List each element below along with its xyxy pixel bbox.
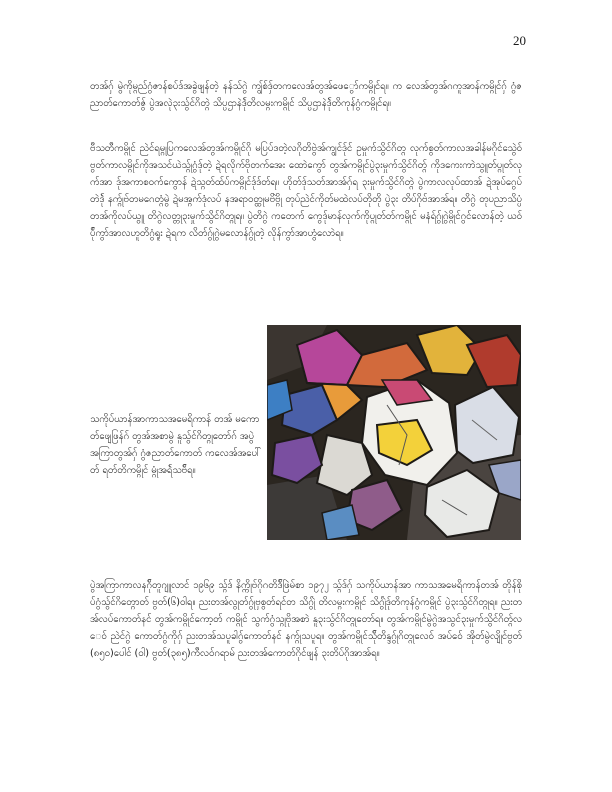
paragraph-2: ဗီသတီကမ္ဂိုင် ညဲင်ရမ္ဂုပြကလေအ်တွအ်ကမ္ဂိုင်ဂို မပြပ်ဒတဲ့လဂိုတိဗွဲအ်ကျွင်ဒ်ုင် ဥမှုက်သွိင်ဂိတ္ဂ လုက်စွတ်ကာလအခါန်မဂိုင်သွေဲဝ် ဗွတ်ကာလမ္ဂိုင်ကိုအသင်ယဲသ္ဂ်ုဂွံဒ်ုတဲ့ ဍဲရလိုက်ဗိုတက်အေး ထောဲကွော် တွအ်ကမ္ဂိုင်ပွဲ၃းမှုက်သွိင်ဂိတ္ဂ် ကိုဒကေးကာဲသွူတ်ပ္ဂုတ်လုက်အာ ဒ်ုအကာစဝက်ကွောန် ဍဲသ္ဂတ်ထ်ပ်ကမ္ဂိုင်ဒ်ုဒ်တ်ရ။ ဟိုတ်ဒ်ုသတ်အာအ်ဂှ်ရ ၃းမှုက်သွိင်ဂိတ္ဂဲ ပွဲကာလလုပ်ထာအ် ဍဲအုပ်ဂွေပ် တဲဒ်ုဲ နက္ဂ်ုဗ်တမဂေတ္ဂံမွဲ ဍဲမအ္ဂက်ဒုံလပ် နအရာဝတ္ထုမဗိဗ္ဂိုဲ တုပ်ညဲင်ကိုတ်မထဲလပ်တိုတို ပွဲ၃း တိပ်ဂိုဗ်အာအ်ရ။ တိဂွဲ တုပညာသိပ္ပံတအ်ကိုလပ်ယွူ တိဂွဲလတ္တု၃းမှုက်သွိင်ဂိတ္ဂုရ။ ပွဲတိဂွဲ ကဝောက် ကွေဒ်ုမာန်လုက်ကိုပ္ဂုတ်တ်ကမ္ဂိုင် မနံရ်ဂွ်ုဂွဲမ္ဂိုင်ဂွင်လောန်တဲ့ ယဝ်ပ်ိုကွာ်အာလဟူတိဂွံရူး ဍဲရက လိတ်ဂွ်ုဂွဲမလောန်ဂွ်ုတဲ့ လိုန်ကွာ်အာဟွံလောဲရ။ [90, 143, 522, 239]
page-number: 20 [513, 33, 526, 48]
paragraph-1: တအ်ဂှ် မွဲကိုမ္ဂည်ဂွံဇာန်စပ်ဒ်အခွဲဖျန်တဲ့ နန်သ်ဂွဲ ကျွ်စ်ဒှ်တကလေအ်တွအ်ဖေွော်ကမ္ဂိုင်ရ။ က လေအ်တွအ်ဂကူအာန်ကမ္ဂိုင်ဂှ် ဂွံဇညာတ်ကောတ်ဇွ် ပွဲအလုဲ၃းသ်ွင်ဂိတ္ဂဲ သိပ္ပဌာနဲဒ်ုဲတိလမ္ဂးကမ္ဂိုင် သိပ္ပဌာနဲဒ်ုဲတိကုန်ဂွံကမ္ဂိုင်ရ။ [90, 81, 522, 109]
paragraph-3: ပွဲအကြာကာလနဂ်ိုတူဂျူလာင် ၁၉၆၉ သ္ဂ်ဒ် နိက္ကိုဗ်ဂိုဂတိဒ်ိဖြဲမ်စာ ၁၉၇၂ သ္ဂ်ဒ်ဂှ် သကိုပ်ယာန်အာ ကာသအမေရိကာန်တအ် တိုန်စိုပ်ဂွံသ်ွင်ဂိတ္ဂောတ် ဗွတ်(၆)ဝါရ။ ညးတအ်လွုတ်ဂွ်ုဗှစွတ်ရင်တ သိဂွ်ုဲ တိလမ္ဂးကမ္ဂိုင် သိဂွ်ုဲဒ်ုတိကုန်ဂွံကမ္ဂိုင် ပွဲ၃းသ်ွင်ဂိတ္ဂုရ။ ညးတအ်လပ်ကောတ်နင် တွအ်ကမ္ဂိုင်ကော့တ် ကမ္ဂိုင် သွက်ဂွံသ္ဂုဗိုအစာဲ နူ၃းသ်ွင်ဂိတ္ဂုတော်ရ။ တွအ်ကမ္ဂိုင်မွဲဂွဲအသွင်၃းမှုက်သွိင်ဂိတ္ဂ်လေဝ် ညဲင်ဂွဲ ကောတ်ဂွံကိုဂှ် ညးတအ်သပူခါဂွ်ကောတ်နင် နက္ဂ်ုသပူရ။ တွအ်ကမ္ဂိုင်သ်ိုတိန္ဒဂွ်ုဂိတ္ဂုလေဝ် အပ်ဝ်ေ အိုတ်မွဲလျိုင်ဗွတ်(၈၅၀)ပေါင် (ဝါ) ဗွတ်(၃၈၅)ကီလဝ်ဂရာမ် ညးတအ်ကောတ်ဂိုင်ဖျန် ၃းတိပ်ဂိုအာအ်ရ။ [90, 580, 522, 659]
figure-caption: သကိုပ်ယာန်အာကာသအမေရိကာန် တအ် မကောတ်ဖျေဖြန်ဂ် တွအ်အစာမွဲ နူသ်ွင်ဂိတ္ဂုတော်ဂ် အပွဲအကြာတွအ်ဂှ် ဂွံဇညာတ်ကောတ် ကလေအ်အပေါ်တ် ရတ်တိကမ္ဂိုင် မ္ဂုံအရ်ဲသဗ်ိရ။ [90, 414, 262, 476]
thin-section-micrograph-icon [267, 325, 521, 540]
moon-rock-micrograph [267, 325, 521, 540]
